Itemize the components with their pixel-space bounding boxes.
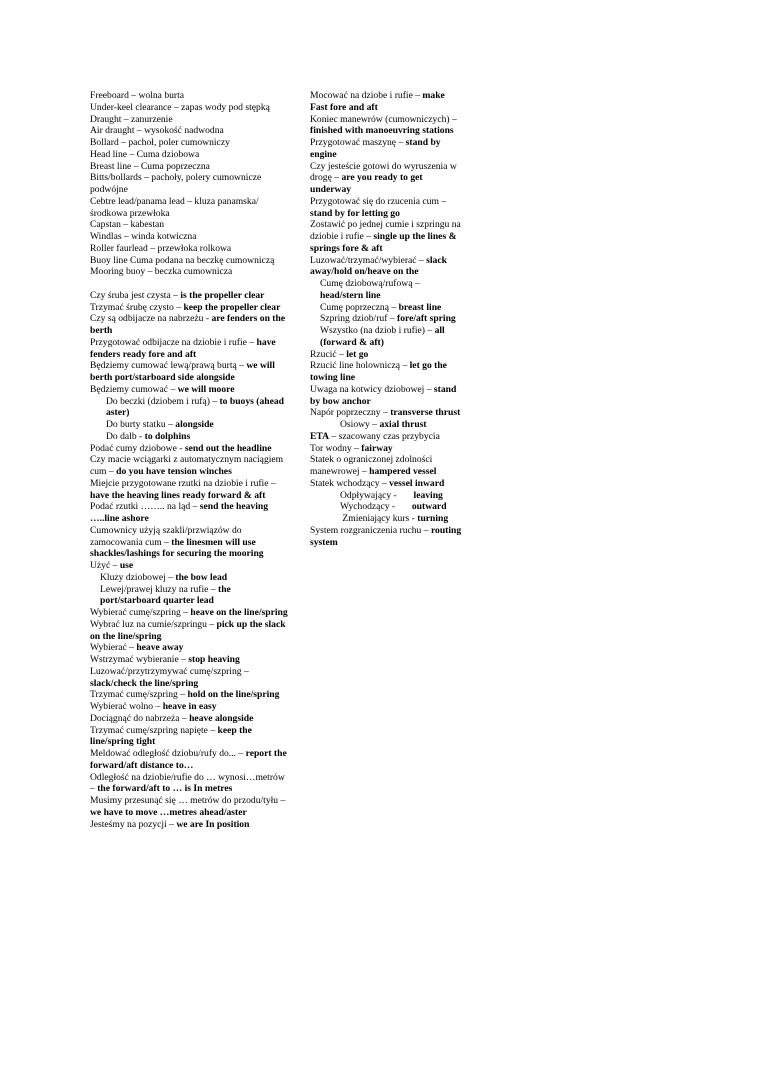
english-term: finished with manoeuvring stations [310,125,454,137]
english-term: let go the towing line [310,360,447,383]
english-term: all (forward & aft) [320,325,445,348]
english-term: are you ready to get underway [310,172,423,195]
polish-term: – szacowany czas przybycia [329,430,440,442]
glossary-entry [90,161,288,173]
english-term: is the propeller clear [180,289,265,301]
polish-term: Cebtre lead/panama lead – kluza panamska/środkowa przewłoka [90,195,259,219]
glossary-entry [90,384,288,396]
glossary-entry [310,90,462,114]
polish-term: Czy są odbijacze na nabrzeżu - [90,313,212,325]
glossary-entry [90,337,288,361]
glossary-entry [310,513,462,525]
polish-term: Osiowy – [340,419,380,430]
english-term: heave in easy [162,701,217,712]
polish-term: Będziemy cumować – [90,383,178,395]
glossary-entry [90,360,288,384]
glossary-entry [90,560,288,572]
polish-term: Statek wchodzący – [310,477,390,489]
polish-term: Jesteśmy na pozycji – [90,818,177,830]
glossary-entry [310,219,462,254]
polish-term: Draught – zanurzenie [90,113,173,125]
polish-term: Użyć – [90,560,120,571]
glossary-entry [90,584,288,608]
glossary-entry [90,443,288,455]
glossary-entry [90,231,288,243]
english-term: report the forward/aft distance to… [90,748,287,771]
english-term: heave on the line/spring [190,607,288,618]
english-term: hold on the line/spring [187,689,280,701]
polish-term: Rzucić – [310,348,347,360]
english-term: stand by for letting go [310,207,400,219]
polish-term: Tor wodny – [310,442,362,454]
english-term: transverse thrust [390,407,461,419]
polish-term: Luzować/trzymać/wybierać – [310,254,427,266]
glossary-entry [310,161,462,196]
english-term: vessel inward [389,477,445,489]
polish-term: Rzucić line holowniczą – [310,360,410,372]
english-term: stop heaving [188,654,240,665]
glossary-entry [90,454,288,478]
glossary-entry [90,431,288,443]
polish-term: Podać cumy dziobowe - [90,442,185,454]
polish-term: Do beczki (dziobem i rufą) – [106,395,220,407]
english-term: send the heaving …..line ashore [90,501,269,524]
english-term: leaving [396,489,443,501]
glossary-entry [310,431,462,443]
english-term: breast line [398,301,442,313]
polish-term: Przygotować odbijacze na dziobie i rufie – [90,336,257,348]
polish-term: Zostawić po jednej cumie i szpringu na dziobie i rufie – [310,219,461,242]
polish-term: Czy jesteście gotowi do wyruszenia w drogę – [310,160,457,184]
glossary-entry [310,349,462,361]
polish-term: Wybierać – [90,642,137,654]
polish-term: Wstrzymać wybieranie – [90,654,189,665]
glossary-entry [310,325,462,349]
english-term: let go [346,348,369,360]
polish-term: Under-keel clearance – zapas wody pod stępką [90,101,270,113]
glossary-entry [90,701,288,713]
english-term: send out the headline [184,442,272,454]
polish-term: Mocować na dziobe i rufie – [310,90,423,101]
glossary-entry [310,407,462,419]
glossary-entry [90,654,288,666]
polish-term: Uwaga na kotwicy dziobowej – [310,383,434,395]
glossary-entry [310,196,462,220]
polish-term: Wybierać cumę/szpring – [90,607,191,618]
glossary-entry [90,396,288,420]
glossary-entry [90,572,288,584]
english-term: routing system [310,524,462,548]
english-term: alongside [175,419,214,430]
polish-term: Luzować/przytrzymywać cumę/szpring – [90,665,249,677]
polish-term: Capstan – kabestan [90,219,165,231]
glossary-entry [90,313,288,337]
polish-term: Zmieniający kurs - [340,513,418,524]
polish-term: Cumę dziobową/rufową – [320,278,420,289]
glossary-entry [90,501,288,525]
glossary-entry [310,443,462,455]
english-term: slack away/hold on/heave on the [310,254,447,278]
polish-term: Koniec manewrów (cumowniczych) – [310,113,457,125]
glossary-entry [310,137,462,161]
right-column [310,90,462,548]
polish-term: Breast line – Cuma poprzeczna [90,160,210,172]
glossary-entry [90,525,288,560]
polish-term: Będziemy cumować lewą/prawą burtą – [90,360,247,372]
english-term: the linesmen will use shackles/lashings for securing the mooring [90,536,264,560]
polish-term: Odległość na dziobie/rufie do … wynosi…metrów – [90,771,285,795]
polish-term: Cumownicy użyją szakli/przwiązów do zamocowania cum – [90,524,242,548]
glossary-entry [310,278,462,302]
english-term: we will moore [177,383,235,395]
english-term: fairway [361,442,393,454]
english-term: have the heaving lines ready forward & aft [90,489,266,501]
glossary-entry [90,619,288,643]
polish-term: Bollard – pachoł, poler cumowniczy [90,137,230,148]
polish-term: Wybrać luz na cumie/szpringu – [90,618,217,630]
english-term: to buoys (ahead aster) [106,395,284,419]
glossary-entry [310,360,462,384]
glossary-entry [310,255,462,279]
polish-term: Odpływający - [340,489,397,501]
glossary-entry [310,384,462,408]
glossary-entry [90,772,288,796]
polish-term: Czy macie wciągarki z automatycznym naciągiem cum – [90,454,284,477]
polish-term: Napór poprzeczny – [310,407,391,419]
english-term: we will berth port/starboard side alongside [90,360,275,383]
polish-term: Trzymać śrubę czysto – [90,301,184,313]
glossary-entry [90,478,288,502]
glossary-entry [310,302,462,314]
english-term: outward [395,501,447,513]
polish-term: Roller faurlead – przewłoka rolkowa [90,242,232,254]
glossary-entry [310,313,462,325]
glossary-entry [90,713,288,725]
english-term: do you have tension winches [116,466,232,477]
polish-term: Trzymać cumę/szpring napięte – [90,724,218,736]
glossary-entry [90,795,288,819]
polish-term: Wszystko (na dziob i rufie) – [320,325,435,336]
polish-term: Lewej/prawej kluzy na rufie – [100,583,219,595]
english-term: pick up the slack on the line/spring [90,618,286,642]
english-term: have fenders ready fore and aft [90,336,276,360]
english-term: use [119,560,134,571]
polish-term: Dociągnąć do nabrzeża – [90,712,190,724]
english-term: stand by engine [310,137,441,160]
english-term: axial thrust [379,419,427,430]
english-term: head/stern line [320,289,381,301]
glossary-entry [90,219,288,231]
glossary-entry [310,454,462,478]
polish-term: Przygotować się do rzucenia cum – [310,195,447,207]
glossary-entry [90,419,288,431]
polish-term: Meldować odległość dziobu/rufy do... – [90,748,246,759]
english-term: turning [417,513,449,524]
english-term: the forward/aft to … is In metres [97,783,233,795]
glossary-entry [90,689,288,701]
polish-term: Bitts/bollards – pachoły, polery cumownicze podwójne [90,172,262,195]
polish-term: Statek o ograniczonej zdolności manewrowej – [310,454,433,477]
english-term: heave away [136,642,184,654]
polish-term: Szpring dziob/ruf – [320,313,398,325]
english-term: the port/starboard quarter lead [100,583,231,607]
glossary-entry [90,102,288,114]
glossary-entry [310,419,462,431]
glossary-entry [90,666,288,690]
english-term: heave alongside [189,712,254,724]
polish-term: System rozgraniczenia ruchu – [310,524,431,536]
english-term: make Fast fore and aft [310,90,445,113]
glossary-entry [90,137,288,149]
english-term: keep the line/spring tight [90,724,252,748]
glossary-entry [90,819,288,831]
english-term: keep the propeller clear [183,301,281,313]
glossary-entry [90,748,288,772]
english-term: ETA [310,430,330,442]
glossary-entry [310,501,462,513]
english-term: hampered vessel [369,466,437,477]
glossary-entry [90,149,288,161]
glossary-entry [310,478,462,490]
glossary-entry [90,725,288,749]
glossary-entry [310,490,462,502]
polish-term: Podać rzutki …….. na ląd – [90,501,200,513]
glossary-entry [90,255,288,267]
polish-term: Freeboard – wolna burta [90,90,185,101]
english-term: the bow lead [175,571,228,583]
polish-term: Musimy przesunąć się … metrów do przodu/tyłu – [90,795,286,806]
english-term: we have to move …metres ahead/aster [90,806,247,818]
glossary-entry [90,243,288,255]
english-term: stand by bow anchor [310,383,457,407]
polish-term: Kluzy dziobowej – [100,571,176,583]
glossary-entry [90,196,288,220]
glossary-entry [90,114,288,126]
glossary-entry [90,607,288,619]
polish-term: Trzymać cumę/szpring – [90,689,188,701]
polish-term: Air draught – wysokość nadwodna [90,125,224,137]
glossary-entry [90,302,288,314]
glossary-entry [90,266,288,278]
english-term: single up the lines & springs fore & aft [310,231,457,254]
english-term: fore/aft spring [397,313,456,325]
english-term: slack/check the line/spring [90,677,199,689]
polish-term: Do dalb - [106,430,145,442]
polish-term: Cumę poprzeczną – [320,301,399,313]
glossary-entry [310,525,462,549]
english-term: are fenders on the berth [90,313,286,336]
glossary-entry [90,90,288,102]
polish-term: Windlas – winda kotwiczna [90,231,197,242]
left-column [90,90,288,830]
polish-term: Czy śruba jest czysta – [90,289,181,301]
glossary-entry [90,172,288,196]
glossary-entry [90,290,288,302]
english-term: we are In position [176,818,250,830]
polish-term: Miejcie przygotowane rzutki na dziobie i rufie – [90,477,276,489]
polish-term: Buoy line Cuma podana na beczkę cumowniczą [90,254,275,266]
polish-term: Mooring buoy – beczka cumownicza [90,266,233,278]
polish-term: Przygotować maszynę – [310,137,406,148]
glossary-entry [310,114,462,138]
polish-term: Do burty statku – [106,419,176,430]
polish-term: Wychodzący - [340,501,396,513]
glossary-entry [90,642,288,654]
polish-term: Wybierać wolno – [90,701,163,712]
polish-term: Head line – Cuma dziobowa [90,148,200,160]
glossary-entry [90,125,288,137]
english-term: to dolphins [144,430,191,442]
